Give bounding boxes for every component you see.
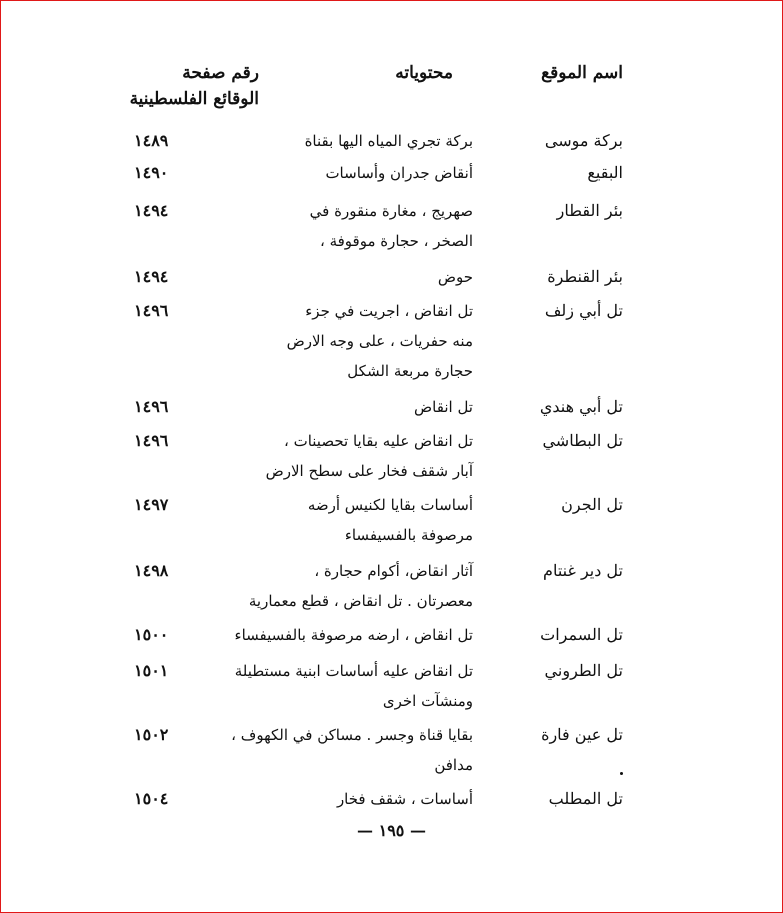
contents-line: مدافن — [434, 756, 473, 774]
site-contents — [213, 296, 473, 386]
site-name: تل الجرن — [561, 495, 623, 514]
contents-line: أنقاض جدران وأساسات — [325, 164, 473, 182]
contents-line: منه حفريات ، على وجه الارض — [286, 332, 473, 350]
site-contents — [213, 426, 473, 486]
contents-line: بركة تجري المياه اليها بقناة — [304, 132, 473, 150]
gazette-page-number: ١٤٩٧ — [134, 495, 169, 514]
site-name: بركة موسى — [544, 131, 623, 150]
contents-line: تل انقاض عليه بقايا تحصينات ، — [283, 432, 473, 450]
gazette-page-number: ١٥٠٢ — [134, 725, 169, 744]
site-contents — [213, 196, 473, 256]
site-contents — [213, 126, 473, 156]
site-name: تل أبي هندي — [539, 397, 623, 416]
contents-line: تل انقاض عليه أساسات ابنية مستطيلة — [234, 662, 473, 680]
gazette-page-number: ١٤٨٩ — [134, 131, 169, 150]
contents-line: صهريج ، مغارة منقورة في — [309, 202, 473, 220]
site-contents — [213, 556, 473, 616]
contents-line: حوض — [437, 268, 473, 286]
gazette-page-number: ١٥٠٤ — [134, 789, 169, 808]
header-contents: محتوياته — [395, 63, 453, 83]
page-number: — ١٩٥ — — [357, 821, 426, 840]
gazette-page-number: ١٤٩٦ — [134, 397, 169, 416]
stray-dot — [620, 772, 623, 775]
site-name: بئر القطار — [556, 201, 623, 220]
site-contents — [213, 656, 473, 716]
site-contents — [213, 720, 473, 780]
gazette-page-number: ١٤٩٤ — [134, 201, 169, 220]
gazette-page-number: ١٤٩٦ — [134, 301, 169, 320]
contents-line: الصخر ، حجارة موقوفة ، — [319, 232, 473, 250]
site-name: تل البطاشي — [542, 431, 623, 450]
contents-line: آبار شقف فخار على سطح الارض — [265, 462, 473, 480]
header-page-number — [129, 60, 259, 112]
site-name: تل السمرات — [540, 625, 623, 644]
gazette-page-number: ١٥٠١ — [134, 661, 169, 680]
site-contents — [213, 262, 473, 292]
site-contents — [213, 490, 473, 550]
contents-line: أساسات ، شقف فخار — [336, 790, 473, 808]
site-contents — [213, 784, 473, 814]
contents-line: تل انقاض ، ارضه مرصوفة بالفسيفساء — [234, 626, 473, 644]
site-name: تل المطلب — [548, 789, 623, 808]
site-contents — [213, 620, 473, 650]
gazette-page-number: ١٤٩٠ — [134, 163, 169, 182]
contents-line: حجارة مربعة الشكل — [347, 362, 473, 380]
site-name: تل أبي زلف — [544, 301, 623, 320]
site-name: تل دير غنتام — [543, 561, 623, 580]
header-site-name: اسم الموقع — [541, 63, 623, 83]
gazette-page-number: ١٤٩٨ — [134, 561, 169, 580]
contents-line: بقايا قناة وجسر . مساكن في الكهوف ، — [231, 726, 473, 744]
site-contents — [213, 392, 473, 422]
contents-line: مرصوفة بالفسيفساء — [344, 526, 473, 544]
site-contents — [213, 158, 473, 188]
site-name: تل عين فارة — [541, 725, 623, 744]
header-page-line1: رقم صفحة — [182, 63, 259, 83]
gazette-page-number: ١٤٩٦ — [134, 431, 169, 450]
contents-line: تل انقاض — [414, 398, 473, 416]
contents-line: معصرتان . تل انقاض ، قطع معمارية — [248, 592, 473, 610]
site-name: البقيع — [587, 163, 623, 182]
gazette-page-number: ١٤٩٤ — [134, 267, 169, 286]
gazette-page-number: ١٥٠٠ — [134, 625, 169, 644]
contents-line: ومنشآت اخرى — [382, 692, 473, 710]
site-name: بئر القنطرة — [547, 267, 623, 286]
contents-line: أساسات بقايا لكنيس أرضه — [307, 496, 473, 514]
contents-line: تل انقاض ، اجريت في جزء — [305, 302, 473, 320]
header-page-line2: الوقائع الفلسطينية — [129, 89, 259, 109]
site-name: تل الطروني — [544, 661, 623, 680]
contents-line: آثار انقاض، أكوام حجارة ، — [314, 562, 473, 580]
